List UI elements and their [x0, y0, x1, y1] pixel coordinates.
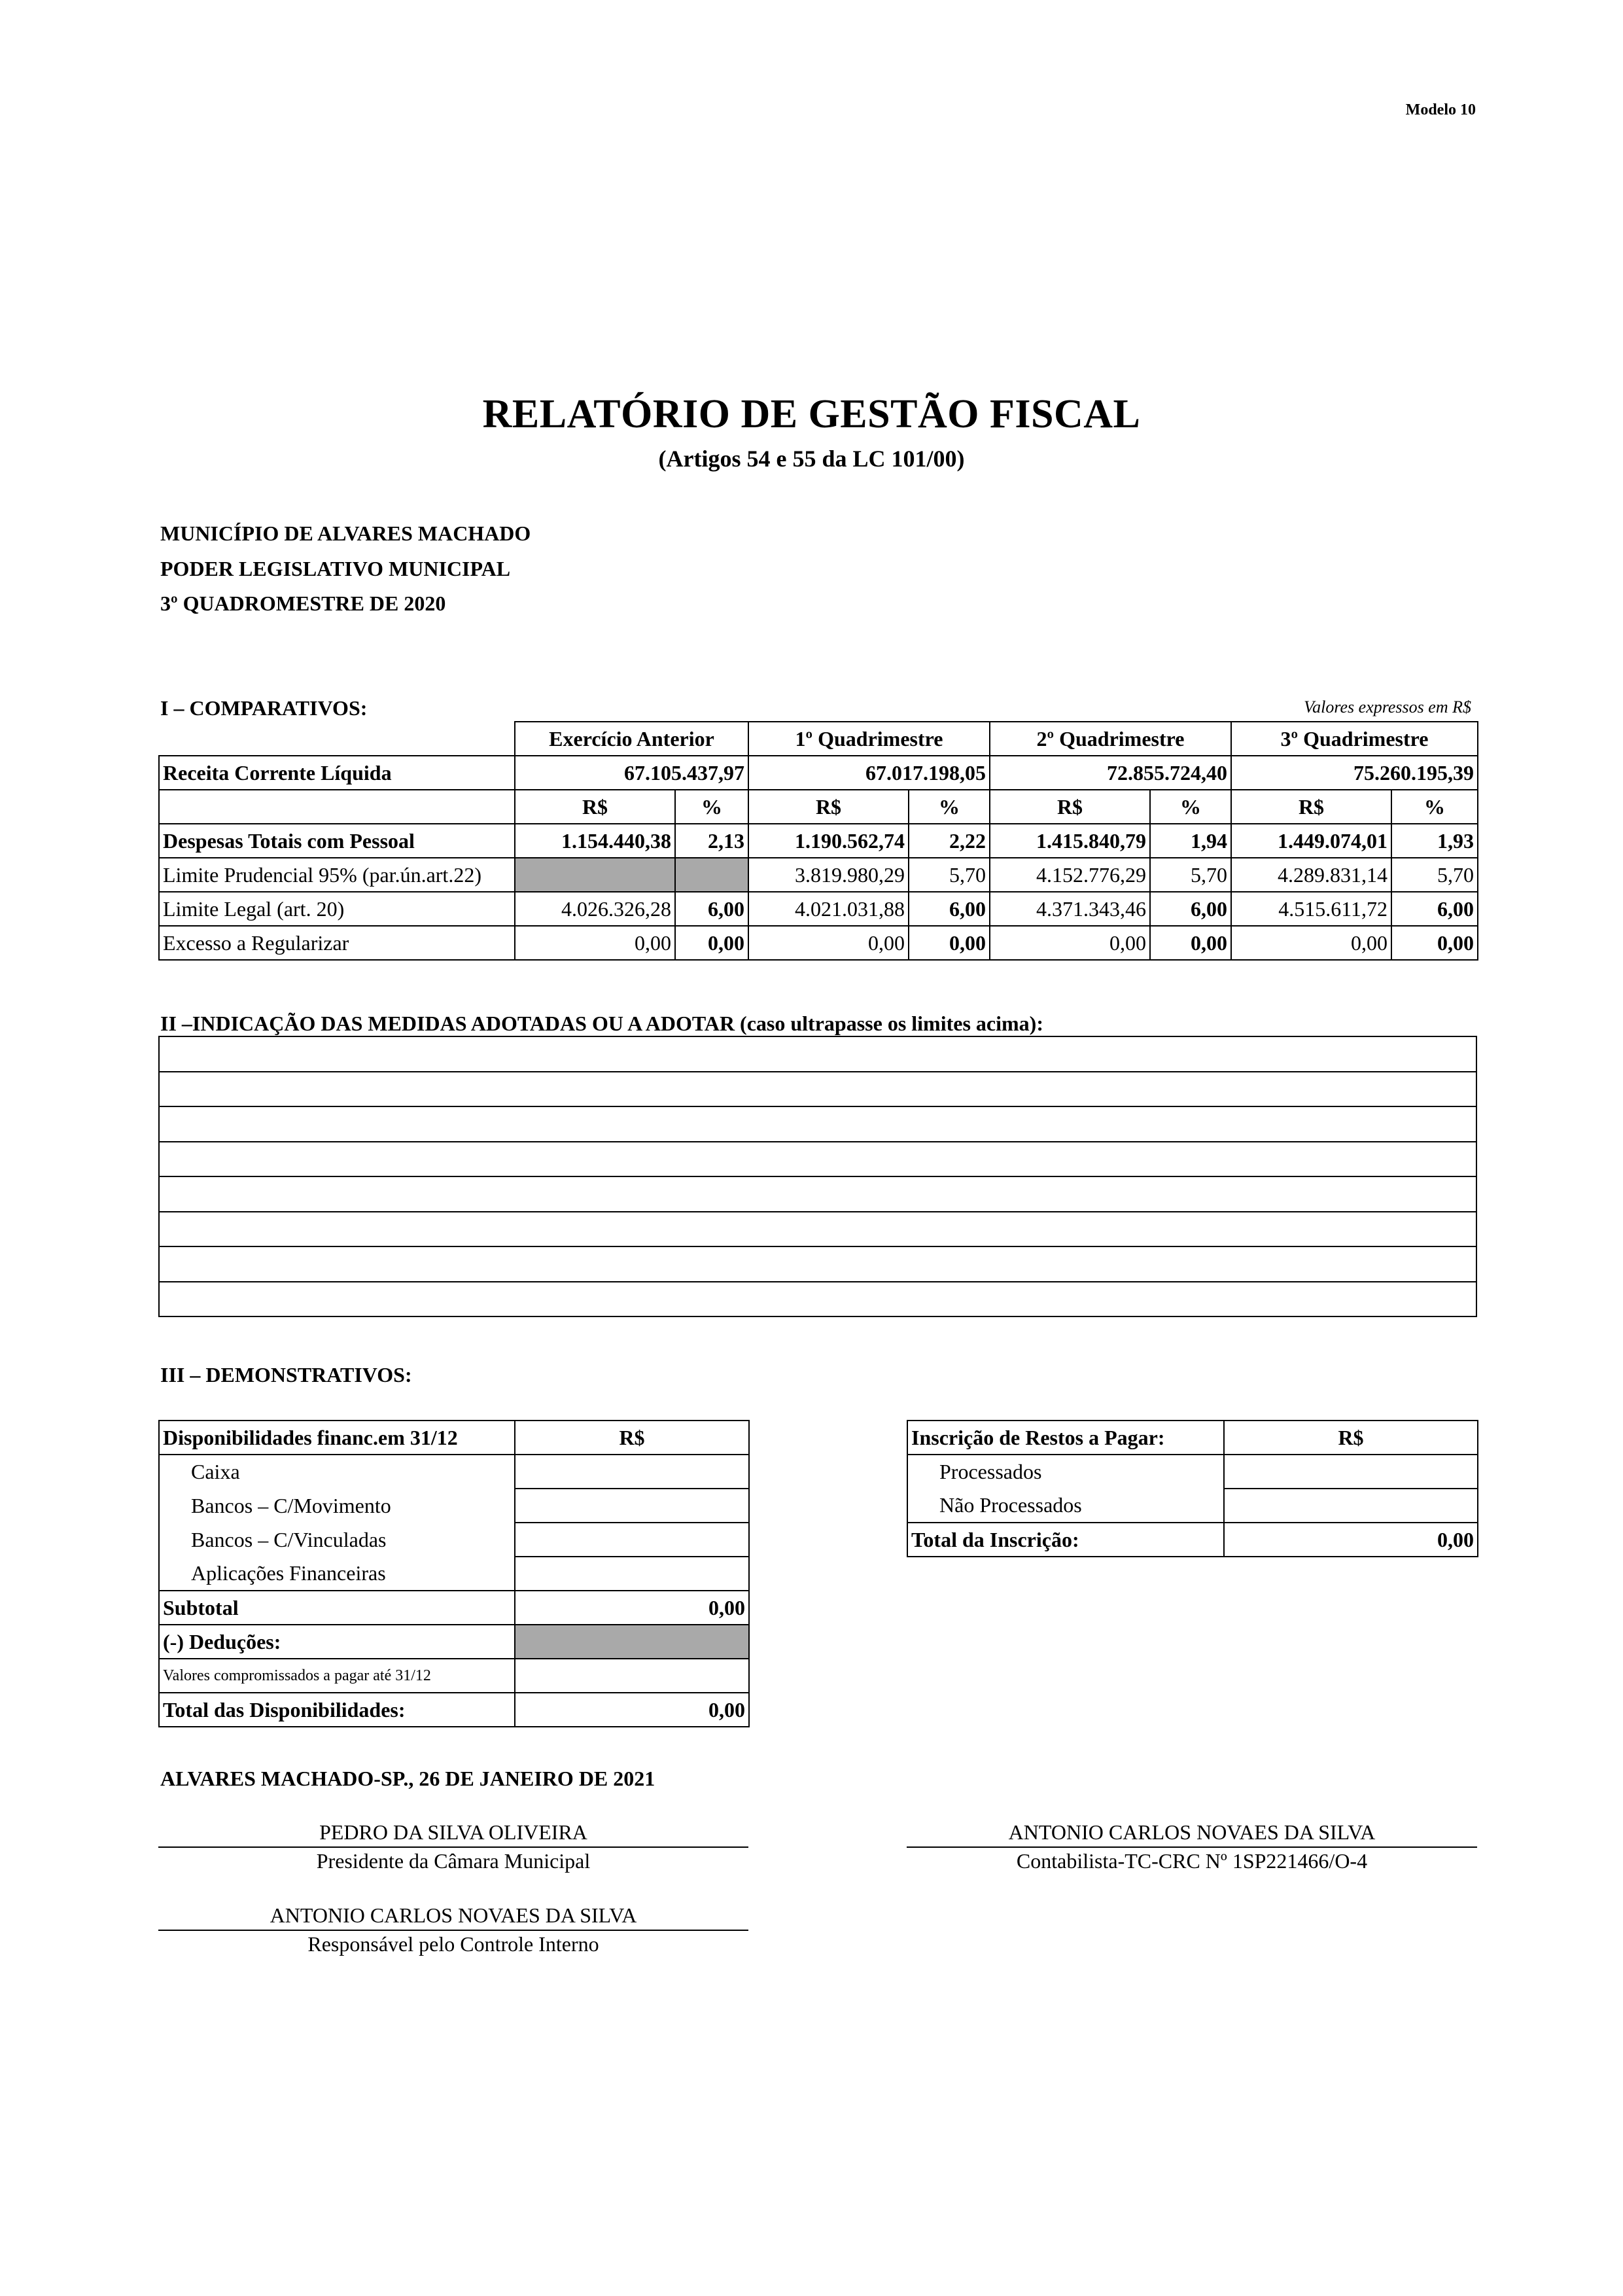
medidas-line[interactable]	[159, 1106, 1476, 1142]
value-cell: 4.515.611,72	[1231, 892, 1391, 926]
disp-value-cell	[515, 1557, 749, 1591]
disp-title: Disponibilidades financ.em 31/12	[159, 1421, 515, 1455]
excesso-row	[159, 926, 1478, 960]
pct-cell: 5,70	[1391, 858, 1478, 892]
place-date: ALVARES MACHADO-SP., 26 DE JANEIRO DE 2021	[160, 1767, 655, 1790]
unit-rs: R$	[990, 790, 1150, 824]
model-label: Modelo 10	[1405, 101, 1476, 118]
signature-3-line	[158, 1930, 748, 1931]
disp-deducoes-label: (-) Deduções:	[159, 1625, 515, 1659]
disp-subtotal-label: Subtotal	[159, 1591, 515, 1625]
municipality: MUNICÍPIO DE ALVARES MACHADO	[160, 521, 531, 545]
restos-nao-processados: Não Processados	[907, 1489, 1224, 1523]
value-cell: 0,00	[748, 926, 909, 960]
value-cell: 1.190.562,74	[748, 824, 909, 858]
signature-1-name: PEDRO DA SILVA OLIVEIRA	[319, 1820, 587, 1844]
value-cell: 4.371.343,46	[990, 892, 1150, 926]
unit-rs: R$	[515, 790, 675, 824]
limite-legal-row	[159, 892, 1478, 926]
disp-valores-compromissados: Valores compromissados a pagar até 31/12	[159, 1659, 515, 1693]
restos-col-rs: R$	[1224, 1421, 1478, 1455]
value-cell: 0,00	[515, 926, 675, 960]
disp-total-label: Total das Disponibilidades:	[159, 1693, 515, 1727]
comparativos-table	[158, 721, 1478, 961]
signature-2-name: ANTONIO CARLOS NOVAES DA SILVA	[1008, 1820, 1376, 1844]
pct-cell: 1,93	[1391, 824, 1478, 858]
medidas-line[interactable]	[159, 1176, 1476, 1212]
empty-cell	[159, 790, 515, 824]
pct-cell: 2,13	[675, 824, 748, 858]
value-cell: 3.819.980,29	[748, 858, 909, 892]
medidas-line[interactable]	[159, 1246, 1476, 1282]
column-header-row	[159, 722, 1478, 756]
disp-col-rs: R$	[515, 1421, 749, 1455]
row-label: Limite Legal (art. 20)	[159, 892, 515, 926]
rcl-value: 67.017.198,05	[748, 756, 990, 790]
unit-pct: %	[1391, 790, 1478, 824]
disp-total-value: 0,00	[515, 1693, 749, 1727]
pct-cell: 6,00	[1391, 892, 1478, 926]
pct-cell: 2,22	[909, 824, 990, 858]
value-cell: 1.449.074,01	[1231, 824, 1391, 858]
value-cell: 0,00	[1231, 926, 1391, 960]
rcl-value: 72.855.724,40	[990, 756, 1231, 790]
pct-cell: 5,70	[909, 858, 990, 892]
empty-cell	[159, 722, 515, 756]
shaded-cell	[675, 858, 748, 892]
medidas-line[interactable]	[159, 1212, 1476, 1247]
rcl-value: 67.105.437,97	[515, 756, 748, 790]
restos-total-label: Total da Inscrição:	[907, 1523, 1224, 1557]
report-subtitle: (Artigos 54 e 55 da LC 101/00)	[658, 446, 965, 472]
disp-value-cell	[515, 1659, 749, 1693]
medidas-line[interactable]	[159, 1142, 1476, 1177]
row-label: Excesso a Regularizar	[159, 926, 515, 960]
value-cell: 4.026.326,28	[515, 892, 675, 926]
period: 3º QUADROMESTRE DE 2020	[160, 592, 446, 615]
row-label: Limite Prudencial 95% (par.ún.art.22)	[159, 858, 515, 892]
pct-cell: 1,94	[1150, 824, 1231, 858]
signature-1-role: Presidente da Câmara Municipal	[316, 1849, 591, 1873]
signature-1-line	[158, 1846, 748, 1848]
medidas-table	[158, 1036, 1477, 1317]
col-2-quadrimestre: 2º Quadrimestre	[990, 722, 1231, 756]
restos-processados: Processados	[907, 1455, 1224, 1489]
rcl-label: Receita Corrente Líquida	[159, 756, 515, 790]
col-3-quadrimestre: 3º Quadrimestre	[1231, 722, 1478, 756]
pct-cell: 0,00	[909, 926, 990, 960]
disp-subtotal-value: 0,00	[515, 1591, 749, 1625]
unit-pct: %	[1150, 790, 1231, 824]
pct-cell: 0,00	[675, 926, 748, 960]
col-exercicio-anterior: Exercício Anterior	[515, 722, 748, 756]
signature-2-role: Contabilista-TC-CRC Nº 1SP221466/O-4	[1016, 1849, 1368, 1873]
disp-bancos-mov: Bancos – C/Movimento	[159, 1489, 515, 1523]
disp-value-cell	[515, 1455, 749, 1489]
branch: PODER LEGISLATIVO MUNICIPAL	[160, 557, 511, 580]
medidas-line[interactable]	[159, 1282, 1476, 1317]
report-title: RELATÓRIO DE GESTÃO FISCAL	[482, 392, 1141, 436]
value-cell: 4.021.031,88	[748, 892, 909, 926]
unit-rs: R$	[1231, 790, 1391, 824]
row-label: Despesas Totais com Pessoal	[159, 824, 515, 858]
limite-prudencial-row	[159, 858, 1478, 892]
unit-pct: %	[909, 790, 990, 824]
medidas-line[interactable]	[159, 1072, 1476, 1107]
signature-2-line	[907, 1846, 1477, 1848]
pct-cell: 6,00	[909, 892, 990, 926]
restos-value-cell	[1224, 1455, 1478, 1489]
shaded-cell	[515, 858, 675, 892]
restos-table	[907, 1420, 1478, 1557]
pct-cell: 6,00	[1150, 892, 1231, 926]
unit-row	[159, 790, 1478, 824]
restos-total-value: 0,00	[1224, 1523, 1478, 1557]
pct-cell: 0,00	[1150, 926, 1231, 960]
restos-value-cell	[1224, 1489, 1478, 1523]
value-cell: 1.154.440,38	[515, 824, 675, 858]
disponibilidades-table	[158, 1420, 750, 1727]
unit-pct: %	[675, 790, 748, 824]
signature-3-name: ANTONIO CARLOS NOVAES DA SILVA	[270, 1903, 637, 1927]
values-note: Valores expressos em R$	[1304, 698, 1471, 716]
disp-value-cell	[515, 1489, 749, 1523]
shaded-cell	[515, 1625, 749, 1659]
rcl-value: 75.260.195,39	[1231, 756, 1478, 790]
pct-cell: 6,00	[675, 892, 748, 926]
pct-cell: 0,00	[1391, 926, 1478, 960]
signature-3-role: Responsável pelo Controle Interno	[307, 1932, 599, 1956]
rcl-row	[159, 756, 1478, 790]
despesas-row	[159, 824, 1478, 858]
section-medidas-heading: II –INDICAÇÃO DAS MEDIDAS ADOTADAS OU A ADOTAR (caso ultrapasse os limites acima):	[160, 1012, 1043, 1035]
col-1-quadrimestre: 1º Quadrimestre	[748, 722, 990, 756]
section-demonstrativos-heading: III – DEMONSTRATIVOS:	[160, 1363, 412, 1386]
section-comparativos-heading: I – COMPARATIVOS:	[160, 696, 368, 720]
disp-bancos-vinc: Bancos – C/Vinculadas	[159, 1523, 515, 1557]
disp-caixa: Caixa	[159, 1455, 515, 1489]
medidas-line[interactable]	[159, 1036, 1476, 1072]
disp-value-cell	[515, 1523, 749, 1557]
value-cell: 4.152.776,29	[990, 858, 1150, 892]
value-cell: 0,00	[990, 926, 1150, 960]
unit-rs: R$	[748, 790, 909, 824]
restos-title: Inscrição de Restos a Pagar:	[907, 1421, 1224, 1455]
value-cell: 4.289.831,14	[1231, 858, 1391, 892]
pct-cell: 5,70	[1150, 858, 1231, 892]
value-cell: 1.415.840,79	[990, 824, 1150, 858]
disp-aplicacoes: Aplicações Financeiras	[159, 1557, 515, 1591]
